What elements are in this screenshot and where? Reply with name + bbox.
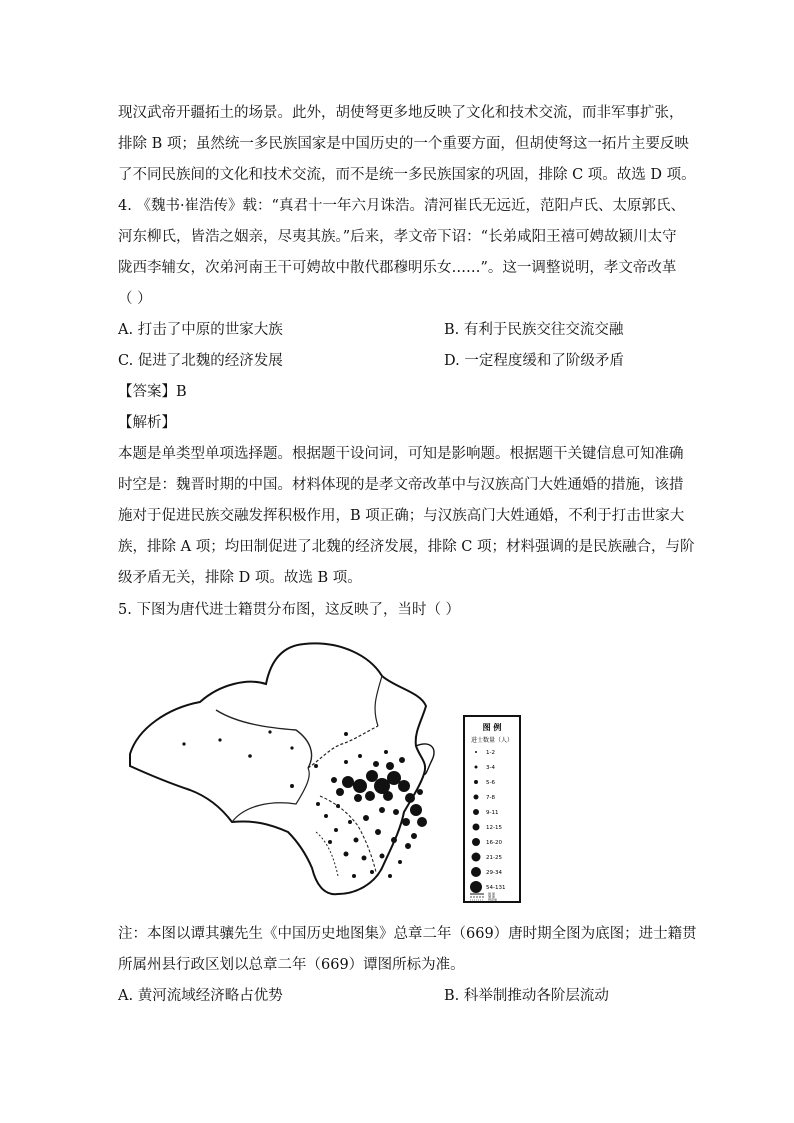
legend-line-item: 国 界 — [488, 892, 495, 896]
legend-item: 29-34 — [486, 870, 502, 876]
q4-analysis-line: 时空是：魏晋时期的中国。材料体现的是孝文帝改革中与汉族高门大姓通婚的措施，该措 — [118, 477, 684, 493]
q4-stem-line: 陇西李辅女，次弟河南王干可娉故中散代郡穆明乐女……”。这一调整说明，孝文帝改革 — [118, 260, 677, 276]
q5-option-a: A. 黄河流域经济略占优势 — [118, 988, 283, 1004]
q4-analysis-line: 施对于促进民族交融发挥积极作用，B 项正确；与汉族高门大姓通婚，不利于打击世家大 — [118, 508, 685, 524]
map-legend — [464, 716, 520, 902]
legend-title: 图 例 — [482, 723, 502, 732]
legend-item: 12-15 — [486, 825, 502, 831]
legend-item: 3-4 — [486, 765, 495, 771]
q4-option-a: A. 打击了中原的世家大族 — [118, 322, 283, 338]
legend-item: 1-2 — [486, 750, 495, 756]
q4-answer-blank: （ ） — [118, 291, 152, 307]
legend-item: 7-8 — [486, 795, 495, 801]
map-note-line: 所属州县行政区划以总章二年（669）谭图所标为准。 — [118, 957, 465, 973]
q4-analysis-line: 本题是单类型单项选择题。根据题干设问词，可知是影响题。根据题干关键信息可知准确 — [118, 446, 684, 462]
paragraph-line: 现汉武帝开疆拓土的场景。此外，胡使弩更多地反映了文化和技术交流，而非军事扩张， — [118, 105, 684, 121]
q4-option-b: B. 有利于民族交往交流交融 — [444, 322, 624, 338]
q4-option-c: C. 促进了北魏的经济发展 — [118, 353, 283, 369]
q5-stem: 5. 下图为唐代进士籍贯分布图，这反映了，当时（ ） — [118, 602, 461, 618]
q4-analysis-label: 【解析】 — [118, 415, 176, 431]
legend-line-item: 道 界 — [488, 895, 495, 899]
legend-item: 5-6 — [486, 780, 495, 786]
legend-line-item: 州府界 — [488, 898, 498, 902]
q5-option-b: B. 科举制推动各阶层流动 — [444, 988, 609, 1004]
q4-analysis-line: 族，排除 A 项；均田制促进了北魏的经济发展，排除 C 项；材料强调的是民族融合，与阶 — [118, 539, 695, 555]
paragraph-line: 排除 B 项；虽然统一多民族国家是中国历史的一个重要方面，但胡使弩这一拓片主要反映 — [118, 136, 689, 152]
q4-answer: 【答案】B — [118, 384, 187, 400]
legend-subtitle: 进士数量（人） — [470, 737, 514, 744]
legend-item: 9-11 — [486, 810, 499, 816]
q4-option-d: D. 一定程度缓和了阶级矛盾 — [444, 353, 624, 369]
legend-item: 54-131 — [486, 885, 506, 891]
q4-stem-line: 4. 《魏书·崔浩传》载：“真君十一年六月诛浩。清河崔氏无远近，范阳卢氏、太原郭氏、 — [118, 198, 685, 214]
legend-item: 16-20 — [486, 840, 502, 846]
legend-item: 21-25 — [486, 855, 502, 861]
tang-jinshi-distribution-map — [120, 636, 550, 908]
map-note-line: 注：本图以谭其骧先生《中国历史地图集》总章二年（669）唐时期全图为底图；进士籍贯 — [118, 926, 697, 942]
paragraph-line: 了不同民族间的文化和技术交流，而不是统一多民族国家的巩固，排除 C 项。故选 D 项。 — [118, 167, 696, 183]
q4-analysis-line: 级矛盾无关，排除 D 项。故选 B 项。 — [118, 570, 362, 586]
q4-stem-line: 河东柳氏，皆浩之姻亲，尽夷其族。”后来，孝文帝下诏：“长弟咸阳王禧可娉故颍川太守 — [118, 229, 677, 245]
